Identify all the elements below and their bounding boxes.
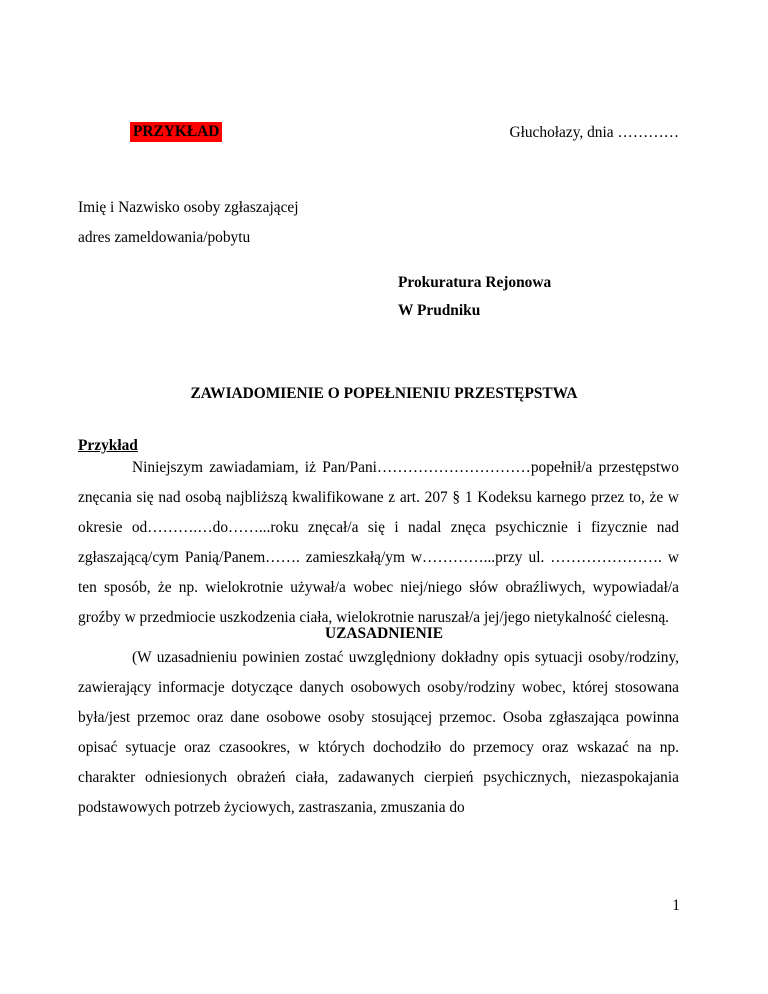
paragraph-line: była/jest przemoc oraz dane osobowe osoby stosującej przemoc. Osoba zgłaszająca powinna	[78, 709, 679, 726]
recipient-office: Prokuratura Rejonowa	[398, 274, 552, 291]
notification-paragraph	[78, 453, 679, 633]
document-title: ZAWIADOMIENIE O POPEŁNIENIU PRZESTĘPSTWA	[190, 385, 578, 402]
paragraph-line: zawierający informacje dotyczące danych osobowych osoby/rodziny wobec, której stosowana	[78, 679, 679, 696]
example-section-label: Przykład	[78, 437, 138, 454]
example-stamp: PRZYKŁAD	[130, 122, 222, 142]
paragraph-line: charakter odniesionych obrażeń ciała, zadawanych cierpień psychicznych, niezaspokajania	[78, 769, 679, 786]
paragraph-line: Niniejszym zawiadamiam, iż Pan/Pani…………………………popełnił/a przestępstwo	[132, 459, 679, 476]
paragraph-line: zgłaszającą/cym Panią/Panem……. zamieszkałą/ym w…………...przy ul. …………………. w	[78, 549, 679, 566]
paragraph-line: okresie od……….…do……...roku znęcał/a się i nadal znęca psychicznie i fizycznie nad	[78, 519, 679, 536]
paragraph-line: (W uzasadnieniu powinien zostać uwzględniony dokładny opis sytuacji osoby/rodziny,	[132, 649, 679, 666]
paragraph-line: opisać sytuacje oraz czasookres, w których dochodziło do przemocy oraz wskazać na np.	[78, 739, 679, 756]
paragraph-line: groźby w przedmiocie uszkodzenia ciała, wielokrotnie naruszał/a jej/jego nietykalność cielesną.	[78, 609, 670, 626]
recipient-city: W Prudniku	[398, 302, 481, 319]
paragraph-line: znęcania się nad osobą najbliższą kwalifikowane z art. 207 § 1 Kodeksu karnego przez to, że w	[78, 489, 679, 506]
justification-paragraph	[78, 643, 679, 823]
page-number: 1	[672, 897, 680, 914]
place-and-date: Głuchołazy, dnia …………	[509, 124, 679, 141]
sender-name-line: Imię i Nazwisko osoby zgłaszającej	[78, 199, 299, 216]
justification-title: UZASADNIENIE	[324, 625, 444, 642]
sender-address-line: adres zameldowania/pobytu	[78, 229, 251, 246]
paragraph-line: podstawowych potrzeb życiowych, zastraszania, zmuszania do	[78, 799, 465, 816]
paragraph-line: ten sposób, że np. wielokrotnie używał/a wobec niej/niego słów obraźliwych, wypowiadał/a	[78, 579, 679, 596]
